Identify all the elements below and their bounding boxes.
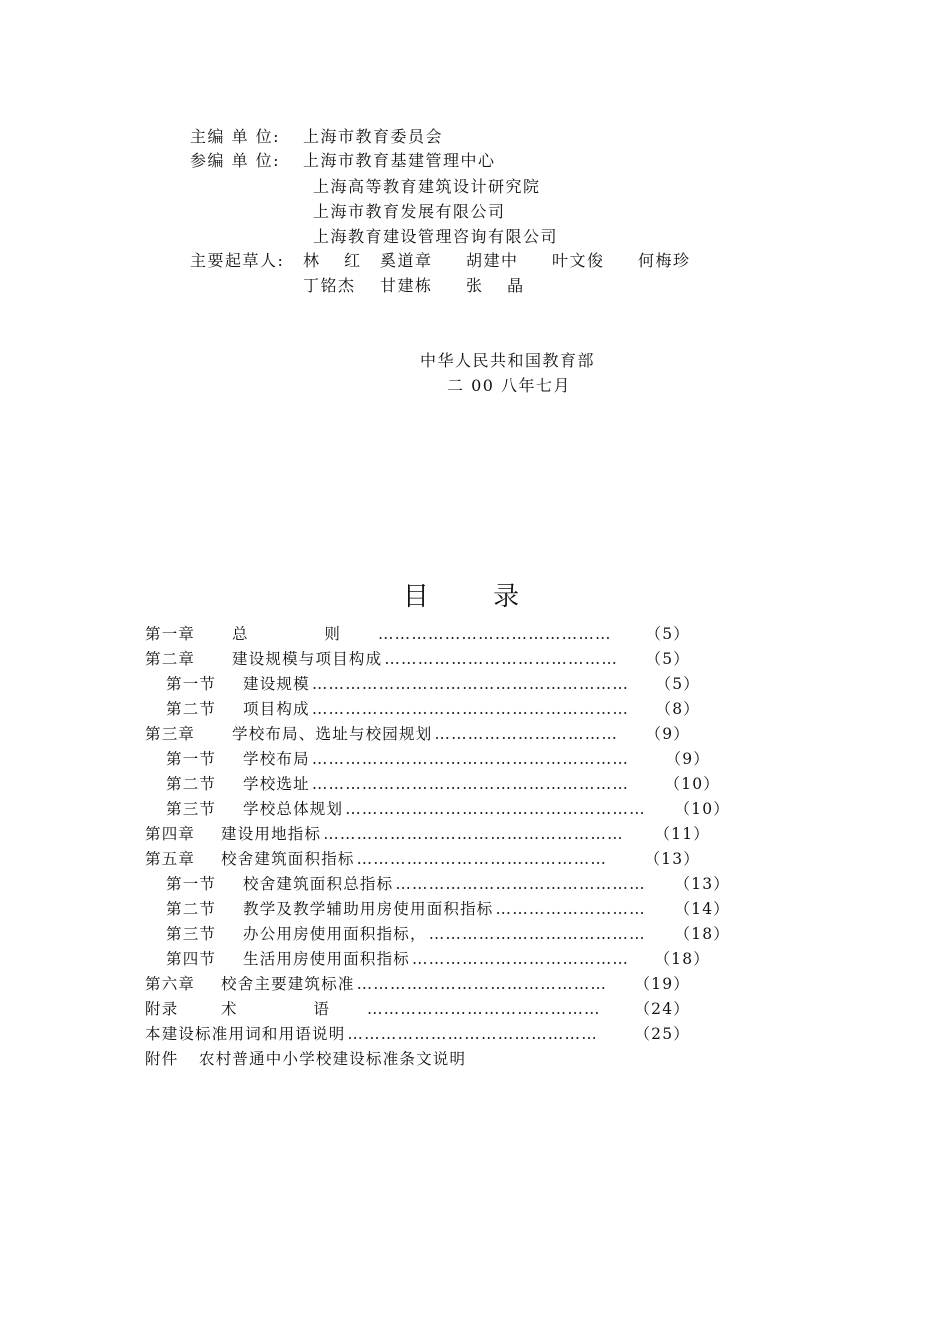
- toc-entry-number: 第四章: [145, 825, 196, 843]
- toc-entry-title: 总 则: [232, 625, 376, 643]
- toc-leader-dots: …………………………………………………: [311, 675, 630, 693]
- toc-entry-number: 第一节: [166, 750, 217, 768]
- toc-entry: [0, 724, 950, 744]
- toc-leader-dots: ……………………………………: [366, 1000, 601, 1018]
- toc-entry-number: 第一章: [145, 625, 196, 643]
- drafter-name: 林 红: [303, 251, 371, 270]
- toc-entry-number: 第五章: [145, 850, 196, 868]
- toc-entry-number: 附录: [145, 1000, 179, 1018]
- toc-entry-title: 教学及教学辅助用房使用面积指标: [243, 900, 494, 918]
- toc-entry-title: 农村普通中小学校建设标准条文说明: [199, 1050, 467, 1068]
- toc-leader-dots: …………………………………………………: [311, 700, 630, 718]
- toc-entry-page: （8）: [655, 700, 700, 718]
- toc-entry-page: （13）: [674, 875, 730, 893]
- toc-entry-title: 校舍建筑面积指标: [221, 850, 355, 868]
- toc-leader-dots: ………………………: [495, 900, 646, 918]
- toc-entry-page: （5）: [645, 650, 690, 668]
- co-editor-unit-4: 上海教育建设管理咨询有限公司: [313, 227, 559, 246]
- toc-entry-title: 建设规模: [243, 675, 310, 693]
- toc-entry-number: 第二章: [145, 650, 196, 668]
- toc-entry-number: 第六章: [145, 975, 196, 993]
- drafter-name: 甘建栋: [380, 276, 433, 295]
- toc-entry-page: （9）: [645, 725, 690, 743]
- drafters-label: 主要起草人:: [190, 251, 285, 270]
- toc-entry-title: 建设规模与项目构成: [232, 650, 383, 668]
- toc-leader-dots: ………………………………………: [347, 1025, 598, 1043]
- drafter-name: 丁铭杰: [303, 276, 356, 295]
- toc-leader-dots: …………………………………………………: [311, 775, 630, 793]
- toc-entry: [0, 974, 950, 994]
- toc-entry: [0, 799, 950, 819]
- toc-entry: [0, 774, 950, 794]
- toc-leader-dots: …………………………………: [428, 925, 646, 943]
- toc-entry-title: 校舍建筑面积总指标: [243, 875, 394, 893]
- toc-entry-title: 学校总体规划: [243, 800, 344, 818]
- toc-entry: [0, 924, 950, 944]
- drafter-name: 胡建中: [466, 251, 519, 270]
- toc-entry-page: （19）: [634, 975, 690, 993]
- toc-entry-number: 第三节: [166, 925, 217, 943]
- toc-leader-dots: ………………………………………………: [323, 825, 624, 843]
- co-editor-unit-2: 上海高等教育建筑设计研究院: [313, 177, 541, 196]
- toc-entry-number: 附件: [145, 1050, 179, 1068]
- toc-leader-dots: ………………………………………………: [345, 800, 646, 818]
- chief-editor-label: 主编 单 位:: [190, 127, 281, 146]
- toc-entry-page: （25）: [634, 1025, 690, 1043]
- toc-leader-dots: ……………………………: [434, 725, 619, 743]
- toc-entry-page: （24）: [634, 1000, 690, 1018]
- toc-entry-title: 学校布局、选址与校园规划: [232, 725, 433, 743]
- toc-entry-page: （9）: [665, 750, 710, 768]
- toc-entry-number: 第二节: [166, 700, 217, 718]
- toc-leader-dots: …………………………………: [412, 950, 630, 968]
- toc-entry-page: （10）: [674, 800, 730, 818]
- toc-entry: [0, 624, 950, 644]
- toc-entry-title: 生活用房使用面积指标: [243, 950, 411, 968]
- toc-entry: [0, 674, 950, 694]
- drafter-name: 张 晶: [466, 276, 534, 295]
- toc-entry-page: （11）: [654, 825, 710, 843]
- toc-entry-title: 办公用房使用面积指标，: [243, 925, 427, 943]
- toc-entry-page: （13）: [644, 850, 700, 868]
- toc-entry-page: （18）: [674, 925, 730, 943]
- toc-entry-title: 建设用地指标: [221, 825, 322, 843]
- toc-entry: [0, 749, 950, 769]
- toc-entry-page: （10）: [664, 775, 720, 793]
- co-editor-unit-1: 上海市教育基建管理中心: [303, 151, 496, 170]
- drafter-name: 叶文俊: [552, 251, 605, 270]
- toc-entry-page: （14）: [674, 900, 730, 918]
- toc-leader-dots: ……………………………………: [384, 650, 619, 668]
- toc-leader-dots: ………………………………………: [395, 875, 646, 893]
- co-editor-label: 参编 单 位:: [190, 151, 281, 170]
- co-editor-unit-3: 上海市教育发展有限公司: [313, 202, 506, 221]
- toc-title: 目 录: [402, 582, 548, 612]
- toc-leader-dots: …………………………………………………: [311, 750, 630, 768]
- toc-entry-title: 项目构成: [243, 700, 310, 718]
- toc-entry-title: 术 语: [221, 1000, 365, 1018]
- toc-leader-dots: ………………………………………: [356, 975, 608, 993]
- toc-entry-title: 学校选址: [243, 775, 310, 793]
- toc-entry-title: 校舍主要建筑标准: [221, 975, 355, 993]
- toc-entry: [0, 949, 950, 969]
- toc-entry: [0, 1049, 950, 1069]
- toc-entry-number: 第四节: [166, 950, 217, 968]
- toc-entry: [0, 999, 950, 1019]
- toc-entry-page: （18）: [654, 950, 710, 968]
- chief-editor-unit: 上海市教育委员会: [303, 127, 444, 146]
- issuer-organization: 中华人民共和国教育部: [420, 351, 596, 370]
- toc-leader-dots: ……………………………………: [377, 625, 612, 643]
- toc-entry-title: 本建设标准用词和用语说明: [145, 1025, 346, 1043]
- toc-entry: [0, 874, 950, 894]
- toc-entry-number: 第一节: [166, 675, 217, 693]
- toc-entry-number: 第三节: [166, 800, 217, 818]
- drafter-name: 何梅珍: [638, 251, 691, 270]
- toc-entry: [0, 849, 950, 869]
- drafter-name: 奚道章: [380, 251, 433, 270]
- toc-entry: [0, 649, 950, 669]
- toc-entry-title: 学校布局: [243, 750, 310, 768]
- toc-entry: [0, 899, 950, 919]
- toc-leader-dots: ………………………………………: [356, 850, 608, 868]
- toc-entry-number: 第三章: [145, 725, 196, 743]
- toc-entry: [0, 824, 950, 844]
- toc-entry: [0, 1024, 950, 1044]
- issuer-date: 二 00 八年七月: [447, 376, 572, 395]
- toc-entry-number: 第二节: [166, 900, 217, 918]
- toc-entry-number: 第二节: [166, 775, 217, 793]
- toc-entry-number: 第一节: [166, 875, 217, 893]
- toc-entry-page: （5）: [645, 625, 690, 643]
- toc-entry: [0, 699, 950, 719]
- toc-entry-page: （5）: [655, 675, 700, 693]
